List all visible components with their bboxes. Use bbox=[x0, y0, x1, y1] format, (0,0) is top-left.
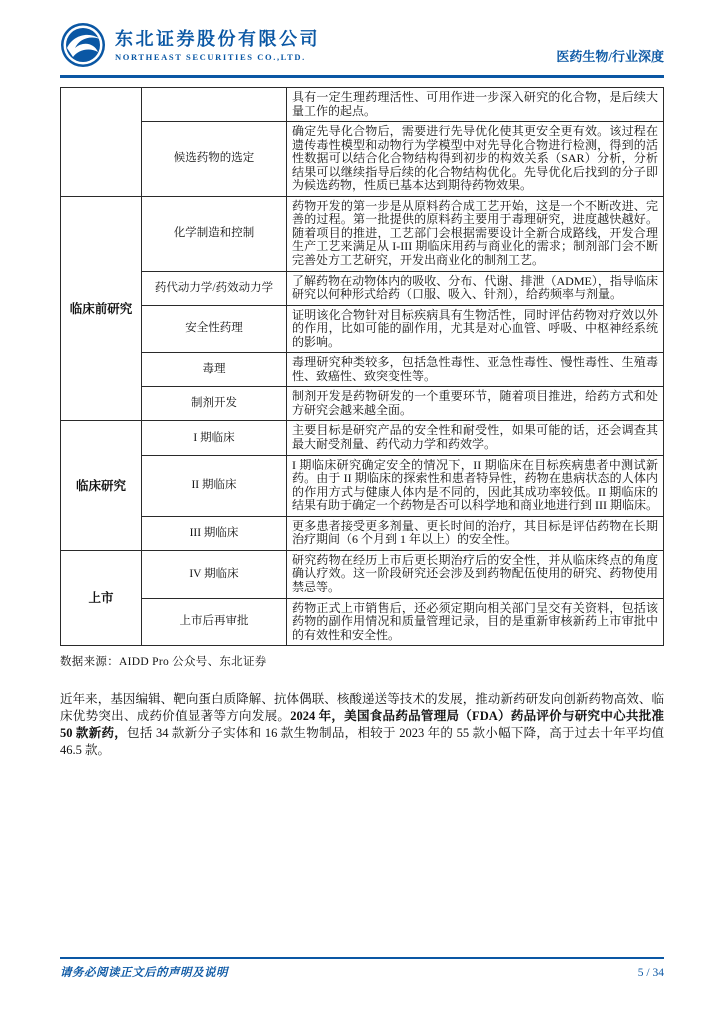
page-header bbox=[60, 0, 664, 68]
substage-cell: III 期临床 bbox=[142, 516, 287, 550]
substage-cell: 药代动力学/药效动力学 bbox=[142, 271, 287, 305]
substage-cell: 候选药物的选定 bbox=[142, 122, 287, 197]
table-row bbox=[61, 598, 664, 646]
table-row bbox=[61, 122, 664, 197]
page-footer bbox=[60, 957, 664, 980]
desc-cell: 了解药物在动物体内的吸收、分布、代谢、排泄（ADME），指导临床研究以何种形式给药（口服、吸入、针剂），给药频率与剂量。 bbox=[287, 271, 664, 305]
desc-cell: 制剂开发是药物研发的一个重要环节，随着项目推进，给药方式和处方研究会越来越全面。 bbox=[287, 387, 664, 421]
company-name-cn: 东北证券股份有限公司 bbox=[115, 28, 320, 49]
company-logo-icon bbox=[60, 22, 106, 68]
table-row bbox=[61, 271, 664, 305]
substage-cell: IV 期临床 bbox=[142, 550, 287, 598]
table-row bbox=[61, 550, 664, 598]
substage-cell: I 期临床 bbox=[142, 421, 287, 455]
desc-cell: 证明该化合物针对目标疾病具有生物活性，同时评估药物对疗效以外的作用，比如可能的副作用，尤其是对心血管、呼吸、中枢神经系统的影响。 bbox=[287, 305, 664, 353]
report-category-tag: 医药生物/行业深度 bbox=[556, 49, 664, 64]
table-row bbox=[61, 196, 664, 271]
paragraph-text-tail: 包括 34 款新分子实体和 16 款生物制品，相较于 2023 年的 55 款小幅下降，高于过去十年平均值 46.5 款。 bbox=[60, 726, 664, 758]
desc-cell: 毒理研究种类较多，包括急性毒性、亚急性毒性、慢性毒性、生殖毒性、致癌性、致突变性等。 bbox=[287, 353, 664, 387]
desc-cell: 药物开发的第一步是从原料药合成工艺开始，这是一个不断改进、完善的过程。第一批提供的原料药主要用于毒理研究，进度越快越好。随着项目的推进，工艺部门会根据需要设计全新合成路线，开发合理生产工艺来满足从 I-III 期临床用药与商业化的需求；制剂部门会不断完善处方工艺研究，开发出商业化的制剂工艺。 bbox=[287, 196, 664, 271]
table-row bbox=[61, 387, 664, 421]
table-row bbox=[61, 455, 664, 516]
footer-disclaimer: 请务必阅读正文后的声明及说明 bbox=[60, 967, 228, 979]
substage-cell bbox=[142, 88, 287, 122]
brand-text bbox=[115, 28, 320, 63]
table-row bbox=[61, 88, 664, 122]
company-name-en: NORTHEAST SECURITIES CO.,LTD. bbox=[115, 52, 306, 63]
stage-cell bbox=[61, 88, 142, 197]
substage-cell: 上市后再审批 bbox=[142, 598, 287, 646]
desc-cell: 主要目标是研究产品的安全性和耐受性，如果可能的话，还会调查其最大耐受剂量、药代动力学和药效学。 bbox=[287, 421, 664, 455]
substage-cell: 毒理 bbox=[142, 353, 287, 387]
table-row bbox=[61, 305, 664, 353]
table-row bbox=[61, 516, 664, 550]
brand-block bbox=[60, 22, 320, 68]
substage-cell: 安全性药理 bbox=[142, 305, 287, 353]
table-row bbox=[61, 353, 664, 387]
substage-cell: II 期临床 bbox=[142, 455, 287, 516]
paragraph-text-bold: 2024 年，美国食品药品管理局（FDA）药品评价与研究中心共批准 50 款新药， bbox=[60, 709, 664, 741]
desc-cell: 药物正式上市销售后，还必须定期向相关部门呈交有关资料，包括该药物的副作用情况和质量管理记录，目的是重新审核新药上市审批中的有效性和安全性。 bbox=[287, 598, 664, 646]
header-rule bbox=[60, 75, 664, 78]
paragraph-text-lead: 近年来，基因编辑、靶向蛋白质降解、抗体偶联、核酸递送等技术的发展，推动新药研发向创新药物高效、临床优势突出、成药价值显著等方向发展。 bbox=[60, 692, 664, 724]
desc-cell: I 期临床研究确定安全的情况下，II 期临床在目标疾病患者中测试新药。由于 II 期临床的探索性和患者特异性，药物在患病状态的人体内的作用方式与健康人体内是不同的，因此其成功率较低。II 期临床的结果有助于确定一个药物是否可以科学地和商业地进行到 III 期临床。 bbox=[287, 455, 664, 516]
stage-cell: 临床研究 bbox=[61, 421, 142, 550]
desc-cell: 研究药物在经历上市后更长期治疗后的安全性，并从临床终点的角度确认疗效。这一阶段研究还会涉及到药物配伍使用的研究、药物使用禁忌等。 bbox=[287, 550, 664, 598]
stage-cell: 临床前研究 bbox=[61, 196, 142, 421]
substage-cell: 制剂开发 bbox=[142, 387, 287, 421]
drug-development-table bbox=[60, 87, 664, 646]
table-row bbox=[61, 421, 664, 455]
page-number: 5 / 34 bbox=[637, 967, 664, 979]
substage-cell: 化学制造和控制 bbox=[142, 196, 287, 271]
page-content bbox=[60, 0, 664, 759]
desc-cell: 更多患者接受更多剂量、更长时间的治疗，其目标是评估药物在长期治疗期间（6 个月到 1 年以上）的安全性。 bbox=[287, 516, 664, 550]
body-paragraph bbox=[60, 691, 664, 759]
stage-cell: 上市 bbox=[61, 550, 142, 645]
desc-cell: 具有一定生理药理活性、可用作进一步深入研究的化合物，是后续大量工作的起点。 bbox=[287, 88, 664, 122]
data-source-note: 数据来源：AIDD Pro 公众号、东北证券 bbox=[60, 656, 267, 669]
desc-cell: 确定先导化合物后，需要进行先导优化使其更安全更有效。该过程在遗传毒性模型和动物行为学模型中对先导化合物进行检测，得到的活性数据可以结合化合物结构得到初步的构效关系（SAR）分析，分析结果可以继续指导后续的化合物结构优化。先导优化后找到的分子即为候选药物，性质已基本达到期待药物效果。 bbox=[287, 122, 664, 197]
